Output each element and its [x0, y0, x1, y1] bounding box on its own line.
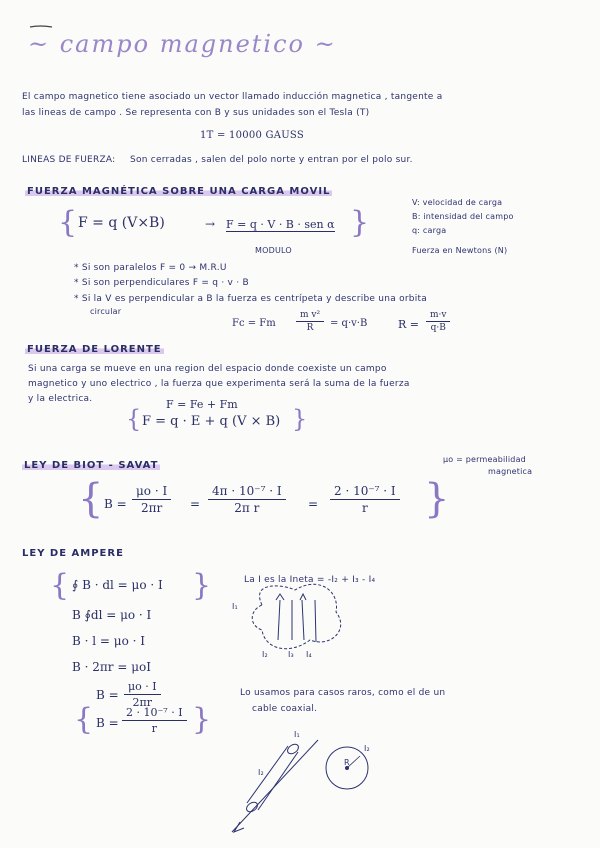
- fc-equation: Fc = Fm: [232, 318, 276, 329]
- page-title: ~ campo magnetico ~: [28, 30, 337, 58]
- ampere-step-3: B · l = μo · I: [72, 634, 145, 648]
- coax-label-i2: I₂: [258, 768, 264, 777]
- legend-campo: B: intensidad del campo: [412, 212, 514, 221]
- lorentz-line-3: y la electrica.: [28, 394, 93, 404]
- caso-line-2: cable coaxial.: [252, 704, 318, 714]
- modulo-label: MODULO: [255, 246, 292, 255]
- circle-label-r: R: [344, 758, 350, 767]
- biot-b-lhs: B =: [104, 497, 127, 511]
- right-brace: }: [424, 476, 450, 522]
- ineta-text: La I es la Ineta = -I₂ + I₃ - I₄: [244, 575, 376, 585]
- biot-fraction-3: $\frac{\text{2 · 10⁻⁷ · I}}{r}$: [330, 484, 400, 515]
- right-brace: }: [350, 205, 370, 240]
- force-vector-equation: F = q (V×B): [78, 215, 165, 231]
- circle-label-i2: I₂: [364, 744, 370, 753]
- coax-label-i1: I₁: [294, 730, 300, 739]
- qvb-rhs: = q·v·B: [330, 318, 368, 329]
- section-heading-lorentz: FUERZA DE LORENTE: [27, 344, 162, 355]
- bullet-perpendiculares: * Si son perpendiculares F = q · v · B: [74, 278, 249, 288]
- intro-line-1: El campo magnetico tiene asociado un vector llamado inducción magnetica , tangente a: [22, 92, 443, 102]
- caso-line-1: Lo usamos para casos raros, como el de un: [240, 688, 446, 698]
- lineas-text: Son cerradas , salen del polo norte y entran por el polo sur.: [130, 155, 413, 165]
- loop-label-i1: I₁: [232, 602, 238, 611]
- left-brace: {: [126, 405, 142, 433]
- ampere-fraction-2: $\frac{\text{2 · 10⁻⁷ · I}}{r}$: [122, 706, 187, 735]
- bullet-circular: circular: [90, 307, 122, 316]
- left-brace: {: [58, 205, 78, 240]
- section-heading-fuerza-magnetica: FUERZA MAGNÉTICA SOBRE UNA CARGA MOVIL: [27, 186, 331, 197]
- lorentz-sum-equation: F = Fe + Fm: [166, 398, 238, 411]
- bullet-centripeta: * Si la V es perpendicular a B la fuerza es centrípeta y describe una orbita: [74, 294, 428, 304]
- lineas-label: LINEAS DE FUERZA:: [22, 155, 116, 165]
- legend-carga: q: carga: [412, 226, 447, 235]
- ampere-fraction: $\frac{\mu o \cdot I}{2\pi r}$: [124, 680, 161, 709]
- force-modulus-equation: F = q · V · B · sen α: [226, 218, 335, 231]
- lorentz-line-2: magnetico y uno electrico , la fuerza que experimenta será la suma de la fuerza: [28, 379, 410, 389]
- left-brace: {: [74, 702, 94, 737]
- biot-fraction-1: $\frac{\mu o \cdot I}{2\pi r}$: [132, 484, 171, 515]
- loop-label-i3: I₃: [288, 650, 294, 659]
- radius-lhs: R =: [398, 318, 419, 331]
- ampere-step-1: ∮ B · dl = μo · I: [72, 578, 163, 592]
- ampere-b2-lhs: B =: [96, 716, 119, 730]
- coaxial-cable-figure: [232, 740, 368, 832]
- ampere-b-lhs: B =: [96, 688, 119, 702]
- ampere-loop-figure: [252, 584, 340, 648]
- arrow: →: [205, 217, 216, 231]
- ampere-step-2: B ∮dl = μo · I: [72, 608, 152, 622]
- bullet-paralelos: * Si son paralelos F = 0 → M.R.U: [74, 263, 227, 273]
- loop-label-i2: I₂: [262, 650, 268, 659]
- legend-velocidad: V: velocidad de carga: [412, 198, 503, 207]
- radius-fraction: $\frac{m\cdot v}{q\cdot B}$: [426, 310, 450, 333]
- mv2-fraction: $\frac{\text{m v²}}{R}$: [296, 310, 324, 333]
- left-brace: {: [50, 568, 70, 603]
- biot-fraction-2: $\frac{\text{4π · 10⁻⁷ · I}}{\text{2π r}}$: [208, 484, 286, 515]
- biot-equals-2: =: [308, 497, 319, 511]
- mu-note-1: μo = permeabilidad: [443, 455, 526, 464]
- section-heading-biot-savart: LEY DE BIOT - SAVAT: [24, 460, 159, 471]
- lorentz-force-equation: F = q · E + q (V × B): [142, 414, 281, 429]
- legend-newtons: Fuerza en Newtons (N): [412, 246, 508, 255]
- right-brace: }: [192, 568, 212, 603]
- section-heading-ampere: LEY DE AMPERE: [22, 548, 124, 559]
- lorentz-line-1: Si una carga se mueve en una region del espacio donde coexiste un campo: [28, 364, 387, 374]
- right-brace: }: [192, 702, 212, 737]
- mu-note-2: magnetica: [488, 467, 533, 476]
- left-brace: {: [78, 476, 104, 522]
- intro-line-2: las lineas de campo . Se representa con B y sus unidades son el Tesla (T): [22, 108, 370, 118]
- ampere-step-4: B · 2πr = μoI: [72, 660, 151, 674]
- tesla-equation: 1T = 10000 GAUSS: [200, 130, 304, 141]
- loop-label-i4: I₄: [306, 650, 312, 659]
- right-brace: }: [292, 405, 308, 433]
- biot-equals: =: [190, 497, 201, 511]
